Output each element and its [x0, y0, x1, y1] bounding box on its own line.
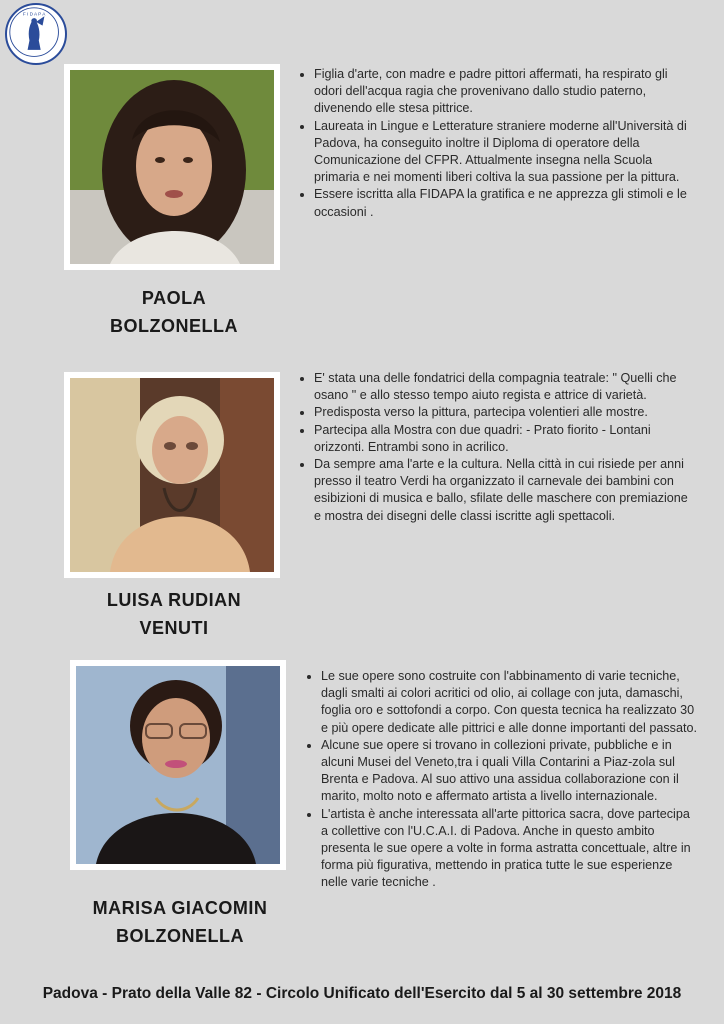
- name-line-2: BOLZONELLA: [110, 316, 238, 336]
- bio-bullet: • E' stata una delle fondatrici della compagnia teatrale: " Quelli che osano " e allo stesso tempo aiuto regista e attrice di varietà.: [314, 370, 698, 404]
- profile-name: [40, 894, 320, 950]
- bio-bullet: • Figlia d'arte, con madre e padre pittori affermati, ha respirato gli odori dell'acqua ragia che provenivano dallo studio paterno, divenendo elle stesa pittrice.: [314, 66, 690, 118]
- name-line-1: LUISA RUDIAN: [106, 590, 242, 610]
- fidapa-logo-icon: [5, 3, 67, 65]
- bio-list: [298, 370, 698, 525]
- bio-list: [298, 66, 690, 221]
- name-line-1: MARISA GIACOMIN: [92, 898, 268, 918]
- bio-bullet: • Le sue opere sono costruite con l'abbinamento di varie tecniche, dagli smalti ai colori acritici od olio, ai collage con juta, damaschi, foglia oro e sottofondi a corpo. Con questa tecnica ha realizzato 30 e più opere dedicate alle pittrici e alle donne importanti del passato.: [321, 668, 699, 737]
- bio-bullet: • Essere iscritta alla FIDAPA la gratifica e ne apprezza gli stimoli e le occasioni .: [314, 186, 690, 220]
- bio-bullet: • Predisposta verso la pittura, partecipa volentieri alle mostre.: [314, 404, 698, 421]
- name-line-2: BOLZONELLA: [116, 926, 244, 946]
- portrait-photo-paola: [64, 64, 280, 270]
- bio-bullet: • Partecipa alla Mostra con due quadri: - Prato fiorito - Lontani orizzonti. Entrambi sono in acrilico.: [314, 422, 698, 456]
- portrait-photo-luisa: [64, 372, 280, 578]
- event-footer: Padova - Prato della Valle 82 - Circolo Unificato dell'Esercito dal 5 al 30 settembre 2018: [42, 985, 682, 1002]
- bio-bullet: • L'artista è anche interessata all'arte pittorica sacra, dove partecipa a collettive con l'U.C.A.I. di Padova. Anche in questo ambito presenta le sue opere a volte in forma astratta concettuale, altre in forma più figurativa, mettendo in pratica tutte le sue esperienze nelle varie tecniche .: [321, 806, 699, 892]
- svg-text:F I D A P A: F I D A P A: [22, 11, 46, 17]
- bio-list: [305, 668, 699, 892]
- profile-name: [64, 586, 284, 642]
- bio-bullet: • Alcune sue opere si trovano in collezioni private, pubbliche e in alcuni Musei del Veneto,tra i quali Villa Contarini a Piaz-zola sul Brenta e Padova. Al suo attivo una assidua collaborazione con il marito, molto noto e affermato artista a livello internazionale.: [321, 737, 699, 806]
- bio-bullet: • Da sempre ama l'arte e la cultura. Nella città in cui risiede per anni presso il teatro Verdi ha organizzato il carnevale dei bambini con esibizioni di musica e ballo, sfilate delle maschere con premiazione e mostra dei disegni delle classi iscritte agli spettacoli.: [314, 456, 698, 525]
- profile-name: [64, 284, 284, 340]
- name-line-1: PAOLA: [141, 288, 207, 308]
- portrait-photo-marisa: [70, 660, 286, 870]
- bio-bullet: • Laureata in Lingue e Letterature straniere moderne all'Università di Padova, ha conseguito inoltre il Diploma di operatore della Comunicazione del CFPR. Attualmente insegna nella Scuola primaria e nei momenti liberi coltiva la sua passione per la pittura.: [314, 118, 690, 187]
- name-line-2: VENUTI: [139, 618, 209, 638]
